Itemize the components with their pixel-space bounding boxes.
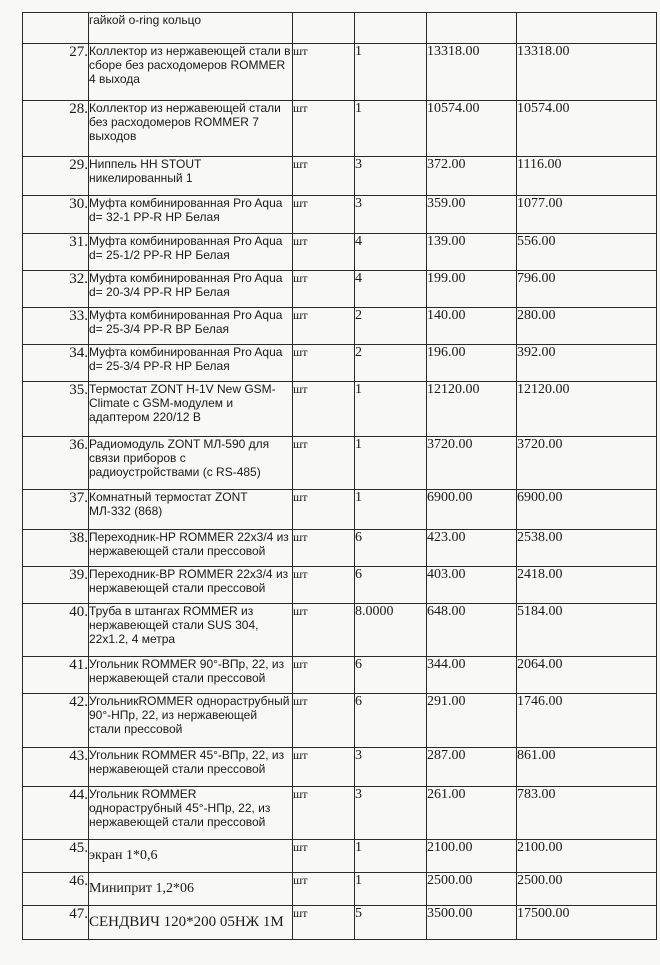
item-quantity: 1 [355, 873, 427, 906]
table-row [23, 345, 657, 382]
item-unit: шт [293, 906, 355, 940]
row-number: 45. [23, 840, 89, 873]
table-row [23, 906, 657, 940]
item-sum: 2538.00 [517, 530, 657, 567]
item-quantity: 2 [355, 345, 427, 382]
item-sum: 392.00 [517, 345, 657, 382]
table-row [23, 101, 657, 157]
row-number: 33. [23, 308, 89, 345]
item-quantity: 1 [355, 437, 427, 490]
item-sum: 10574.00 [517, 101, 657, 157]
table-row [23, 437, 657, 490]
item-unit: шт [293, 345, 355, 382]
table-row [23, 530, 657, 567]
item-unit: шт [293, 530, 355, 567]
item-quantity: 6 [355, 567, 427, 604]
item-sum: 280.00 [517, 308, 657, 345]
row-number: 39. [23, 567, 89, 604]
table-row [23, 382, 657, 437]
item-sum: 3720.00 [517, 437, 657, 490]
item-quantity: 1 [355, 490, 427, 530]
item-name: Коллектор из нержавеющей стали без расходомеров ROMMER 7 выходов [89, 101, 293, 157]
row-number: 36. [23, 437, 89, 490]
row-number: 31. [23, 234, 89, 271]
row-number: 35. [23, 382, 89, 437]
invoice-table [22, 12, 657, 940]
item-unit: шт [293, 567, 355, 604]
item-name: Радиомодуль ZONT МЛ-590 для связи приборов с радиоустройствами (с RS-485) [89, 437, 293, 490]
item-price: 372.00 [427, 157, 517, 196]
item-name: УгольникROMMER однораструбный 90°-НПр, 22, из нержавеющей стали прессовой [89, 694, 293, 748]
item-name: Муфта комбинированная Pro Aqua d= 25-3/4 PP-R ВР Белая [89, 308, 293, 345]
row-number: 32. [23, 271, 89, 308]
row-number: 40. [23, 604, 89, 657]
item-price: 403.00 [427, 567, 517, 604]
item-name: СЕНДВИЧ 120*200 05НЖ 1М [89, 906, 293, 940]
item-unit: шт [293, 271, 355, 308]
item-quantity: 8.0000 [355, 604, 427, 657]
item-unit: шт [293, 437, 355, 490]
item-sum: 1077.00 [517, 196, 657, 234]
table-row-partial [23, 13, 657, 44]
item-name: экран 1*0,6 [89, 840, 293, 873]
item-sum: 5184.00 [517, 604, 657, 657]
item-unit: шт [293, 748, 355, 787]
row-number: 44. [23, 787, 89, 840]
item-name-cell: гайкой o-ring кольцо [89, 13, 293, 44]
item-sum: 796.00 [517, 271, 657, 308]
item-name: Миниприт 1,2*06 [89, 873, 293, 906]
item-name: Угольник ROMMER однораструбный 45°-НПр, 22, из нержавеющей стали прессовой [89, 787, 293, 840]
table-row [23, 44, 657, 101]
item-quantity: 3 [355, 787, 427, 840]
row-number: 37. [23, 490, 89, 530]
table-row [23, 271, 657, 308]
item-sum: 2100.00 [517, 840, 657, 873]
table-row [23, 748, 657, 787]
row-number: 47. [23, 906, 89, 940]
item-unit: шт [293, 382, 355, 437]
table-row [23, 234, 657, 271]
row-number: 27. [23, 44, 89, 101]
table-row [23, 787, 657, 840]
item-name: Термостат ZONT H-1V New GSM-Climate с GSM-модулем и адаптером 220/12 В [89, 382, 293, 437]
item-unit: шт [293, 787, 355, 840]
item-price: 10574.00 [427, 101, 517, 157]
row-number: 28. [23, 101, 89, 157]
table-row [23, 873, 657, 906]
item-unit: шт [293, 840, 355, 873]
item-name: Угольник ROMMER 90°-ВПр, 22, из нержавеющей стали прессовой [89, 657, 293, 694]
item-name: Коллектор из нержавеющей стали в сборе без расходомеров ROMMER 4 выхода [89, 44, 293, 101]
item-price: 3720.00 [427, 437, 517, 490]
item-unit: шт [293, 694, 355, 748]
item-quantity: 1 [355, 382, 427, 437]
table-row [23, 308, 657, 345]
item-price: 359.00 [427, 196, 517, 234]
item-name: Муфта комбинированная Pro Aqua d= 32-1 PP-R НР Белая [89, 196, 293, 234]
item-unit: шт [293, 604, 355, 657]
item-sum: 6900.00 [517, 490, 657, 530]
item-sum: 1746.00 [517, 694, 657, 748]
row-number: 29. [23, 157, 89, 196]
item-name: Комнатный термостат ZONT МЛ-332 (868) [89, 490, 293, 530]
row-number: 41. [23, 657, 89, 694]
table-row [23, 604, 657, 657]
item-price: 2500.00 [427, 873, 517, 906]
item-quantity: 1 [355, 101, 427, 157]
item-sum: 861.00 [517, 748, 657, 787]
item-price: 423.00 [427, 530, 517, 567]
table-row [23, 657, 657, 694]
table-row [23, 840, 657, 873]
item-unit: шт [293, 873, 355, 906]
item-price: 648.00 [427, 604, 517, 657]
item-quantity: 3 [355, 157, 427, 196]
item-price: 3500.00 [427, 906, 517, 940]
item-sum: 2418.00 [517, 567, 657, 604]
row-number: 42. [23, 694, 89, 748]
item-sum: 13318.00 [517, 44, 657, 101]
item-name: Муфта комбинированная Pro Aqua d= 25-3/4 PP-R НР Белая [89, 345, 293, 382]
table-row [23, 567, 657, 604]
item-price: 12120.00 [427, 382, 517, 437]
item-quantity: 6 [355, 530, 427, 567]
item-price: 6900.00 [427, 490, 517, 530]
item-sum: 2064.00 [517, 657, 657, 694]
item-price: 2100.00 [427, 840, 517, 873]
item-sum: 556.00 [517, 234, 657, 271]
item-unit: шт [293, 490, 355, 530]
item-price: 344.00 [427, 657, 517, 694]
item-price: 13318.00 [427, 44, 517, 101]
item-name: Ниппель НН STOUT никелированный 1 [89, 157, 293, 196]
item-name: Муфта комбинированная Pro Aqua d= 20-3/4 PP-R НР Белая [89, 271, 293, 308]
item-name: Переходник-ВР ROMMER 22x3/4 из нержавеющей стали прессовой [89, 567, 293, 604]
item-unit: шт [293, 101, 355, 157]
row-number: 30. [23, 196, 89, 234]
item-unit: шт [293, 234, 355, 271]
table-row [23, 490, 657, 530]
item-price: 287.00 [427, 748, 517, 787]
item-price: 261.00 [427, 787, 517, 840]
row-number: 43. [23, 748, 89, 787]
item-name: Угольник ROMMER 45°-ВПр, 22, из нержавеющей стали прессовой [89, 748, 293, 787]
item-unit: шт [293, 157, 355, 196]
item-price: 291.00 [427, 694, 517, 748]
item-name: Труба в штангах ROMMER из нержавеющей стали SUS 304, 22x1.2, 4 метра [89, 604, 293, 657]
item-unit: шт [293, 196, 355, 234]
row-number: 34. [23, 345, 89, 382]
item-sum: 12120.00 [517, 382, 657, 437]
item-price: 199.00 [427, 271, 517, 308]
item-quantity: 6 [355, 657, 427, 694]
item-price: 196.00 [427, 345, 517, 382]
item-sum: 783.00 [517, 787, 657, 840]
table-row [23, 694, 657, 748]
table-row [23, 157, 657, 196]
item-quantity: 6 [355, 694, 427, 748]
item-quantity: 2 [355, 308, 427, 345]
item-sum: 1116.00 [517, 157, 657, 196]
item-quantity: 5 [355, 906, 427, 940]
table-row [23, 196, 657, 234]
item-unit: шт [293, 657, 355, 694]
item-unit: шт [293, 308, 355, 345]
item-quantity: 1 [355, 44, 427, 101]
item-price: 139.00 [427, 234, 517, 271]
item-sum: 2500.00 [517, 873, 657, 906]
item-name: Муфта комбинированная Pro Aqua d= 25-1/2 PP-R НР Белая [89, 234, 293, 271]
item-price: 140.00 [427, 308, 517, 345]
item-quantity: 3 [355, 196, 427, 234]
item-quantity: 4 [355, 234, 427, 271]
item-name: Переходник-НР ROMMER 22x3/4 из нержавеющей стали прессовой [89, 530, 293, 567]
row-number: 46. [23, 873, 89, 906]
item-quantity: 1 [355, 840, 427, 873]
item-unit: шт [293, 44, 355, 101]
item-quantity: 4 [355, 271, 427, 308]
item-quantity: 3 [355, 748, 427, 787]
item-sum: 17500.00 [517, 906, 657, 940]
row-number: 38. [23, 530, 89, 567]
